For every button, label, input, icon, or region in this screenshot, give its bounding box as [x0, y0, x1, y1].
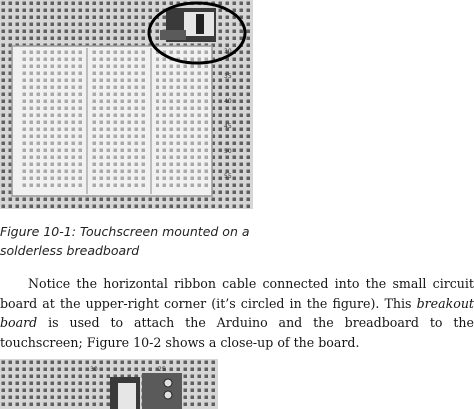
row-label: 45 [224, 123, 232, 130]
row-label: 30 [224, 48, 232, 55]
row-label: 50 [224, 148, 232, 155]
breadboard-illustration [0, 0, 253, 209]
breadboard-photo [0, 0, 253, 209]
row-label: 40 [224, 98, 232, 105]
body-paragraph [0, 274, 474, 352]
row-label: 55 [224, 173, 232, 180]
paragraph-emphasis: breakout board [0, 295, 474, 330]
breakout-closeup-photo [0, 359, 218, 409]
breakout-board [160, 8, 216, 42]
row-label: 25 [158, 366, 166, 373]
figure-caption: Figure 10-1: Touchscreen mounted on a solderless breadboard [0, 224, 250, 258]
row-label: 30 [90, 366, 98, 373]
paragraph-text-1: Notice the horizontal ribbon cable connected into the small circuit board at the upper-right corner (it’s circled in the figure). This [0, 276, 474, 311]
touchscreen-panel [12, 46, 212, 196]
paragraph-text-2: is used to attach the Arduino and the breadboard to the touchscreen; Figure 10-2 shows a close-up of the board. [0, 315, 474, 350]
row-label: 35 [224, 73, 232, 80]
closeup-illustration [0, 359, 218, 409]
